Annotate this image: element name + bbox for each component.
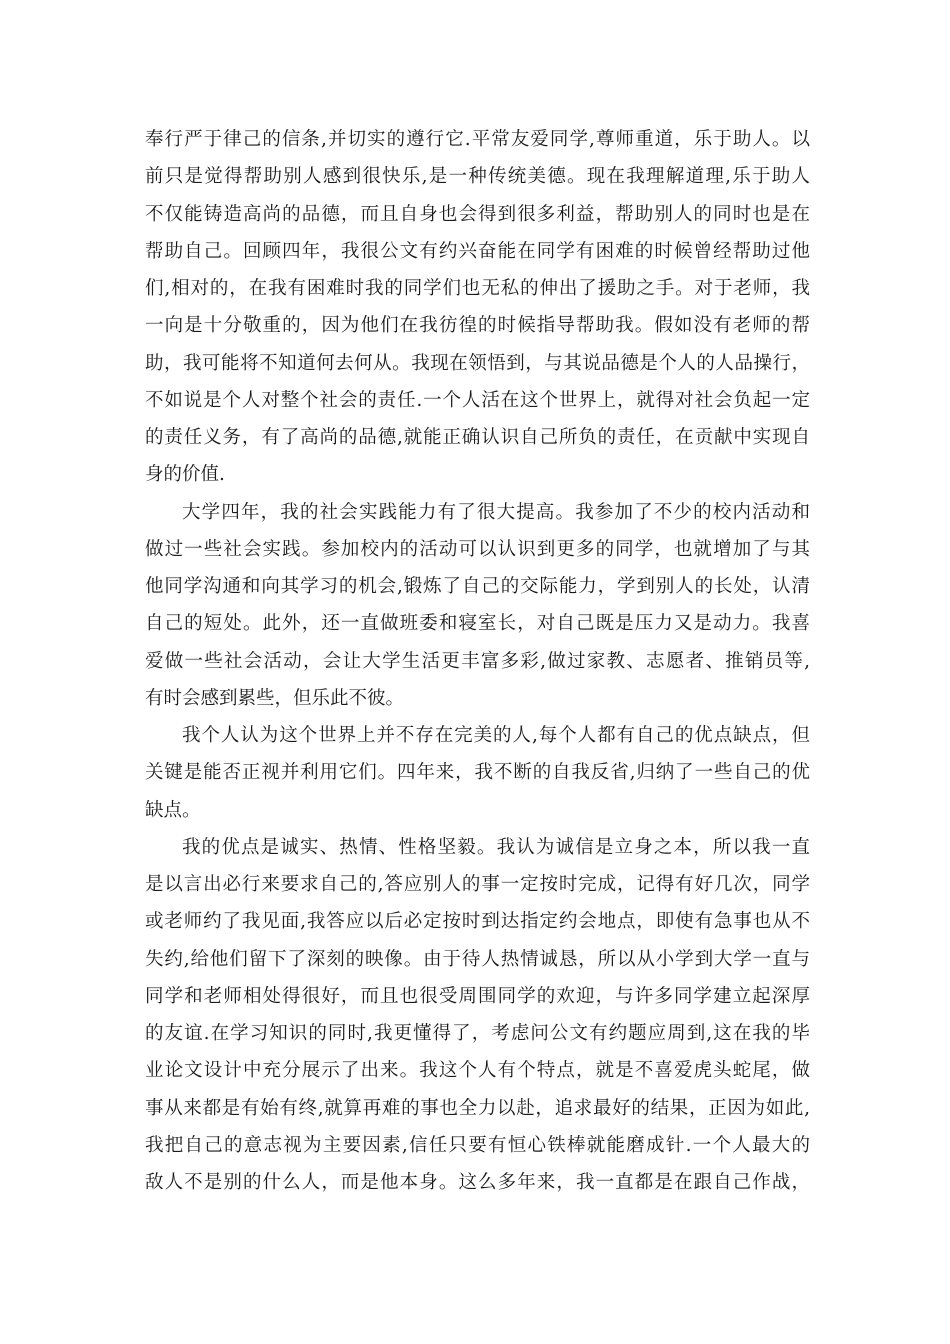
text-line: 奉行严于律己的信条,并切实的遵行它.平常友爱同学,尊师重道，乐于助人。以 <box>145 129 810 150</box>
paragraph <box>145 494 810 718</box>
text-line: 我把自己的意志视为主要因素,信任只要有恒心铁棒就能磨成针.一个人最大的 <box>145 1134 810 1156</box>
text-line: 一向是十分敬重的，因为他们在我彷徨的时候指导帮助我。假如没有老师的帮 <box>145 315 810 337</box>
document-body <box>145 121 810 1201</box>
text-line: 缺点。 <box>145 799 201 821</box>
text-line: 助，我可能将不知道何去何从。我现在领悟到，与其说品德是个人的人品操行， <box>145 352 810 374</box>
text-line: 事从来都是有始有终,就算再难的事也全力以赴，追求最好的结果，正因为如此, <box>145 1097 810 1119</box>
text-line: 敌人不是别的什么人，而是他本身。这么多年来，我一直都是在跟自己作战， <box>145 1172 810 1193</box>
text-line: 大学四年，我的社会实践能力有了很大提高。我参加了不少的校内活动和 <box>182 501 810 523</box>
text-line: 身的价值. <box>145 464 225 486</box>
text-line: 不仅能铸造高尚的品德，而且自身也会得到很多利益，帮助别人的同时也是在 <box>145 203 810 225</box>
text-line: 做过一些社会实践。参加校内的活动可以认识到更多的同学，也就增加了与其 <box>145 538 810 560</box>
text-line: 爱做一些社会活动，会让大学生活更丰富多彩,做过家教、志愿者、推销员等, <box>145 650 810 672</box>
text-line: 有时会感到累些，但乐此不彼。 <box>145 687 405 709</box>
paragraph <box>145 829 810 1202</box>
text-line: 同学和老师相处得很好，而且也很受周围同学的欢迎，与许多同学建立起深厚 <box>145 985 810 1007</box>
text-line: 他同学沟通和向其学习的机会,锻炼了自己的交际能力，学到别人的长处，认清 <box>145 576 810 597</box>
text-line: 不如说是个人对整个社会的责任.一个人活在这个世界上，就得对社会负起一定 <box>145 389 810 411</box>
text-line: 前只是觉得帮助别人感到很快乐,是一种传统美德。现在我理解道理,乐于助人 <box>145 166 810 188</box>
text-line: 的责任义务，有了高尚的品德,就能正确认识自己所负的责任，在贡献中实现自 <box>145 427 810 448</box>
text-line: 业论文设计中充分展示了出来。我这个人有个特点，就是不喜爱虎头蛇尾，做 <box>145 1060 810 1082</box>
text-line: 我个人认为这个世界上并不存在完美的人,每个人都有自己的优点缺点，但 <box>182 725 810 746</box>
text-line: 们,相对的，在我有困难时我的同学们也无私的伸出了援助之手。对于老师，我 <box>145 278 810 299</box>
text-line: 或老师约了我见面,我答应以后必定按时到达指定约会地点，即使有急事也从不 <box>145 911 810 933</box>
paragraph <box>145 717 810 829</box>
text-line: 失约,给他们留下了深刻的映像。由于待人热情诚恳，所以从小学到大学一直与 <box>145 948 810 970</box>
text-line: 自己的短处。此外，还一直做班委和寝室长，对自己既是压力又是动力。我喜 <box>145 613 810 635</box>
text-line: 的友谊.在学习知识的同时,我更懂得了，考虑问公文有约题应周到,这在我的毕 <box>145 1023 810 1044</box>
text-line: 我的优点是诚实、热情、性格坚毅。我认为诚信是立身之本，所以我一直 <box>182 836 810 858</box>
text-line: 是以言出必行来要求自己的,答应别人的事一定按时完成，记得有好几次，同学 <box>145 874 810 895</box>
text-line: 帮助自己。回顾四年，我很公文有约兴奋能在同学有困难的时候曾经帮助过他 <box>145 240 810 262</box>
text-line: 关键是能否正视并利用它们。四年来，我不断的自我反省,归纳了一些自己的优 <box>145 762 810 784</box>
paragraph <box>145 121 810 494</box>
